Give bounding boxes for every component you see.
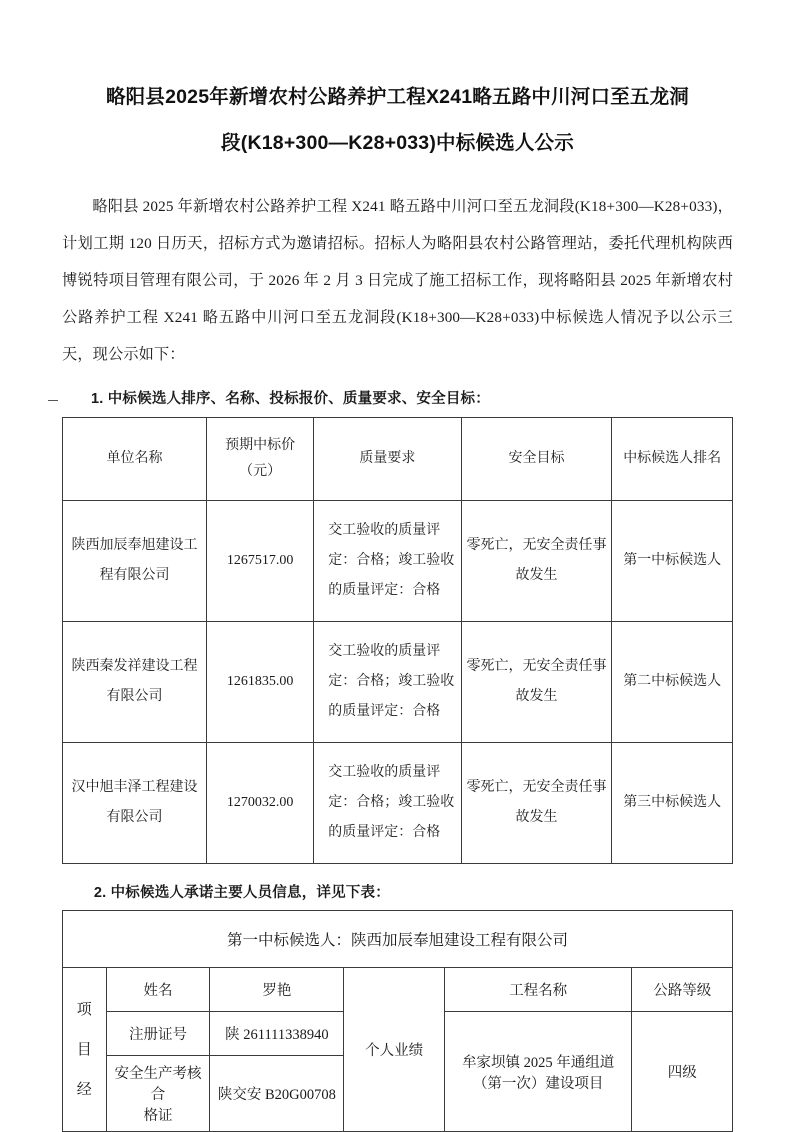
cell-quality (314, 622, 461, 743)
value-person-name: 罗艳 (210, 968, 344, 1012)
cell-rank: 第三中标候选人 (612, 743, 733, 864)
page-title-line1: 略阳县2025年新增农村公路养护工程X241略五路中川河口至五龙洞 (105, 86, 690, 108)
personnel-banner-row (63, 911, 733, 968)
table-row (63, 501, 733, 622)
role-char-1: 项 (76, 1001, 92, 1018)
value-registration-no: 陕 261111338940 (210, 1012, 344, 1056)
role-char-2: 目 (76, 1041, 92, 1058)
header-performance: 个人业绩 (344, 968, 445, 1132)
header-quality: 质量要求 (314, 418, 461, 501)
cell-rank: 第一中标候选人 (612, 501, 733, 622)
cell-company (63, 501, 207, 622)
safety-cert-line1: 安全生产考核合 (114, 1066, 202, 1103)
cell-safety (461, 743, 612, 864)
company-line2: 程有限公司 (99, 568, 170, 583)
candidates-table (62, 417, 733, 864)
company-line2: 有限公司 (106, 689, 163, 704)
quality-line3: 的质量评定：合格 (328, 825, 441, 840)
cell-rank: 第二中标候选人 (612, 622, 733, 743)
section-1-heading: 1. 中标候选人排序、名称、投标报价、质量要求、安全目标： (91, 391, 490, 407)
quality-line3: 的质量评定：合格 (328, 583, 441, 598)
table-header-row (63, 418, 733, 501)
safety-line2: 故发生 (515, 568, 558, 583)
quality-line1: 交工验收的质量评 (328, 644, 441, 659)
safety-line1: 零死亡，无安全责任事 (466, 780, 607, 795)
page-title-line2: 段(K18+300—K28+033)中标候选人公示 (221, 132, 574, 154)
quality-line2: 定：合格；竣工验收 (328, 795, 455, 810)
personnel-header-row (63, 968, 733, 1012)
company-line1: 陕西秦发祥建设工程 (71, 659, 198, 674)
value-safety-cert: 陕交安 B20G00708 (210, 1056, 344, 1132)
table-row (63, 743, 733, 864)
safety-line2: 故发生 (515, 689, 558, 704)
cell-company (63, 622, 207, 743)
header-safety: 安全目标 (461, 418, 612, 501)
label-safety-cert (106, 1056, 210, 1132)
header-price (207, 418, 314, 501)
personnel-banner: 第一中标候选人：陕西加辰奉旭建设工程有限公司 (63, 911, 733, 968)
quality-line3: 的质量评定：合格 (328, 704, 441, 719)
cell-price: 1267517.00 (207, 501, 314, 622)
header-price-line1: 预期中标价 (225, 438, 296, 453)
header-name: 姓名 (106, 968, 210, 1012)
project-line2: （第一次）建设项目 (472, 1075, 604, 1092)
company-line1: 陕西加辰奉旭建设工 (71, 538, 198, 553)
company-line1: 汉中旭丰泽工程建设 (71, 780, 198, 795)
label-registration-no: 注册证号 (106, 1012, 210, 1056)
header-company: 单位名称 (63, 418, 207, 501)
cell-price: 1261835.00 (207, 622, 314, 743)
value-road-grade: 四级 (632, 1012, 733, 1132)
header-project-name: 工程名称 (444, 968, 632, 1012)
quality-line2: 定：合格；竣工验收 (328, 674, 455, 689)
safety-line1: 零死亡，无安全责任事 (466, 538, 607, 553)
role-label (63, 968, 107, 1132)
safety-line2: 故发生 (515, 810, 558, 825)
quality-line2: 定：合格；竣工验收 (328, 553, 455, 568)
project-line1: 牟家坝镇 2025 年通组道 (462, 1054, 615, 1071)
intro-paragraph: 略阳县 2025 年新增农村公路养护工程 X241 略五路中川河口至五龙洞段(K18+300—K28+033)，计划工期 120 日历天，招标方式为邀请招标。招标人为略阳县农村公路管理站，委托代理机构陕西博锐特项目管理有限公司，于 2026 年 2 月 3 日完成了施工招标工作，现将略阳县 2025 年新增农村公路养护工程 X241 略五路中川河口至五龙洞段(K18+300—K28+033)中标候选人情况予以公示三天，现公示如下： (62, 198, 733, 363)
safety-line1: 零死亡，无安全责任事 (466, 659, 607, 674)
table-row (63, 622, 733, 743)
company-line2: 有限公司 (106, 810, 163, 825)
safety-cert-line2: 格证 (143, 1108, 173, 1124)
cell-safety (461, 622, 612, 743)
role-char-3: 经 (76, 1081, 92, 1098)
page-title (70, 74, 725, 166)
header-price-line2: （元） (239, 464, 282, 479)
section-2-heading: 2. 中标候选人承诺主要人员信息，详见下表： (93, 885, 390, 901)
quality-line1: 交工验收的质量评 (328, 523, 441, 538)
header-rank: 中标候选人排名 (612, 418, 733, 501)
cell-quality (314, 743, 461, 864)
header-road-grade: 公路等级 (632, 968, 733, 1012)
cell-safety (461, 501, 612, 622)
value-project-name (444, 1012, 632, 1132)
cell-price: 1270032.00 (207, 743, 314, 864)
cell-company (63, 743, 207, 864)
quality-line1: 交工验收的质量评 (328, 765, 441, 780)
cell-quality (314, 501, 461, 622)
margin-tick-mark (48, 400, 58, 401)
personnel-table (62, 910, 733, 1132)
